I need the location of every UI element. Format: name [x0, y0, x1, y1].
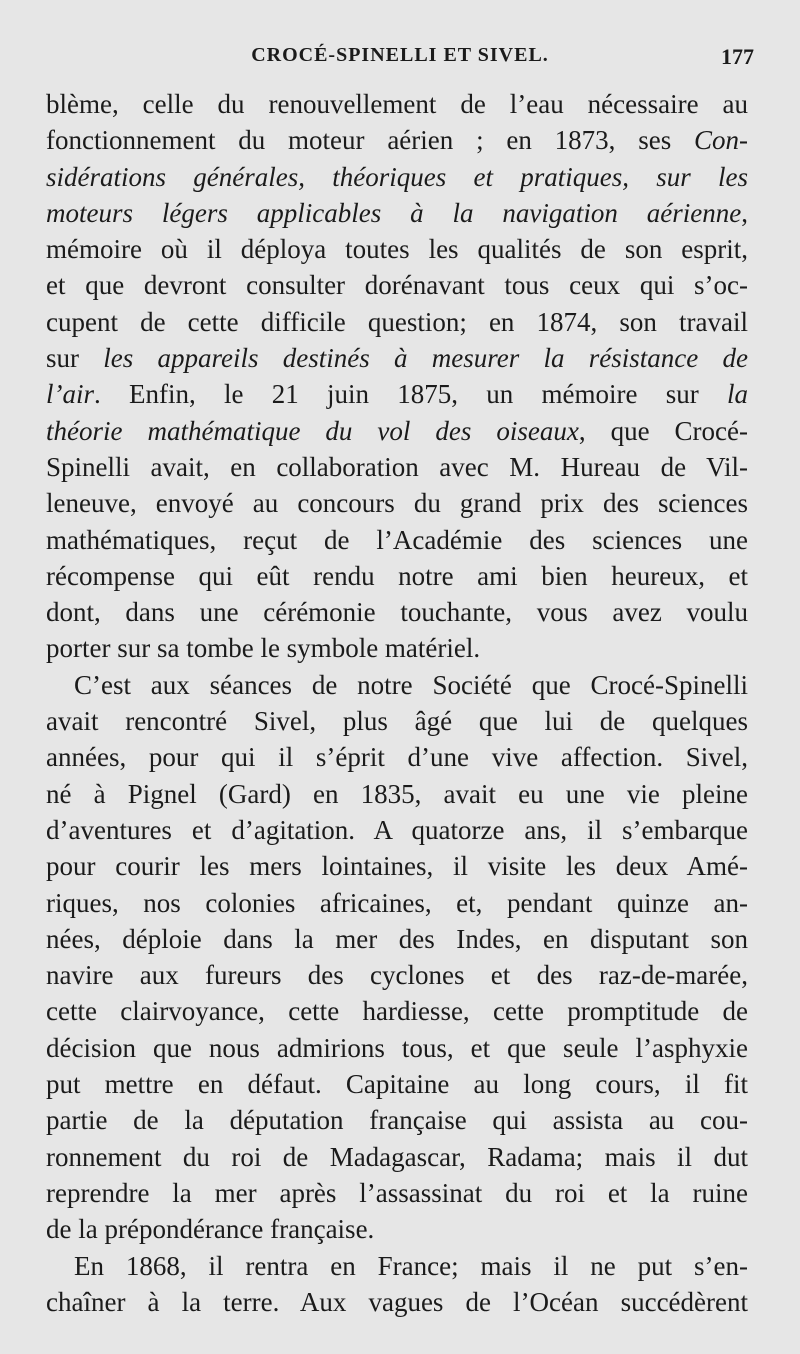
text-segment: mémoire où il déploya toutes les qualités de son esprit,	[46, 234, 748, 265]
text-line	[46, 667, 748, 703]
text-segment: décision que nous admirions tous, et que seule l’asphyxie	[46, 1032, 748, 1063]
text-segment: riques, nos colonies africaines, et, pendant quinze an-	[46, 887, 748, 918]
text-segment: sur	[46, 343, 104, 374]
text-line	[46, 885, 748, 921]
italic-text: moteurs légers applicables à la navigation aérienne	[46, 197, 742, 228]
text-line	[46, 522, 748, 558]
text-line	[46, 1102, 748, 1138]
text-line	[46, 159, 748, 195]
italic-text: théorie mathématique du vol des oiseaux	[46, 415, 579, 446]
text-line	[46, 485, 748, 521]
text-line	[46, 993, 748, 1029]
text-segment: de la prépondérance française.	[46, 1214, 375, 1245]
italic-text: la	[726, 379, 748, 410]
text-line	[46, 739, 748, 775]
text-segment: cette clairvoyance, cette hardiesse, cette promptitude de	[46, 996, 748, 1027]
text-segment: C’est aux séances de notre Société que Crocé-Spinelli	[74, 669, 748, 700]
text-line	[46, 1139, 748, 1175]
text-segment: fonctionnement du moteur aérien ; en 1873, ses	[46, 125, 694, 156]
text-segment: mathématiques, reçut de l’Académie des sciences une	[46, 524, 748, 555]
text-line	[46, 1175, 748, 1211]
text-segment: leneuve, envoyé au concours du grand prix des sciences	[46, 488, 748, 519]
text-segment: né à Pignel (Gard) en 1835, avait eu une vie pleine	[46, 778, 748, 809]
text-line	[46, 1248, 748, 1284]
text-segment: d’aventures et d’agitation. A quatorze ans, il s’embarque	[46, 814, 748, 845]
text-line	[46, 776, 748, 812]
text-line	[46, 376, 748, 412]
text-segment: récompense qui eût rendu notre ami bien heureux, et	[46, 560, 748, 591]
italic-text: Con-	[694, 125, 748, 156]
text-segment: ,	[741, 197, 748, 228]
text-line	[46, 340, 748, 376]
text-segment: avait rencontré Sivel, plus âgé que lui de quelques	[46, 706, 748, 737]
text-line	[46, 195, 748, 231]
text-line	[46, 1211, 748, 1247]
text-line	[46, 594, 748, 630]
text-segment: . Enfin, le 21 juin 1875, un mémoire sur	[94, 379, 727, 410]
text-segment: chaîner à la terre. Aux vagues de l’Océan succédèrent	[46, 1286, 748, 1317]
text-line	[46, 703, 748, 739]
text-line	[46, 848, 748, 884]
text-segment: navire aux fureurs des cyclones et des raz-de-marée,	[46, 960, 748, 991]
text-line	[46, 921, 748, 957]
text-line	[46, 304, 748, 340]
text-segment: années, pour qui il s’éprit d’une vive affection. Sivel,	[46, 742, 748, 773]
text-segment: cupent de cette difficile question; en 1874, son travail	[46, 306, 748, 337]
text-line	[46, 630, 748, 666]
text-segment: et que devront consulter dorénavant tous ceux qui s’oc-	[46, 270, 748, 301]
text-line	[46, 957, 748, 993]
text-segment: nées, déploie dans la mer des Indes, en disputant son	[46, 923, 748, 954]
text-line	[46, 86, 748, 122]
page-header	[46, 44, 754, 74]
running-title: CROCÉ-SPINELLI ET SIVEL.	[251, 44, 549, 66]
text-line	[46, 267, 748, 303]
italic-text: l’air	[46, 379, 95, 410]
text-segment: put mettre en défaut. Capitaine au long cours, il fit	[46, 1069, 748, 1100]
text-segment: ronnement du roi de Madagascar, Radama; mais il dut	[46, 1141, 748, 1172]
text-segment: dont, dans une cérémonie touchante, vous avez voulu	[46, 597, 748, 628]
text-segment: Spinelli avait, en collaboration avec M. Hureau de Vil-	[46, 451, 748, 482]
text-segment: partie de la députation française qui assista au cou-	[46, 1105, 748, 1136]
text-line	[46, 1030, 748, 1066]
text-line	[46, 231, 748, 267]
text-line	[46, 1284, 748, 1320]
text-segment: En 1868, il rentra en France; mais il ne put s’en-	[74, 1250, 748, 1281]
text-line	[46, 1066, 748, 1102]
text-line	[46, 449, 748, 485]
text-line	[46, 812, 748, 848]
page-number: 177	[721, 44, 754, 69]
text-segment: pour courir les mers lointaines, il visite les deux Amé-	[46, 851, 748, 882]
text-line	[46, 413, 748, 449]
italic-text: les appareils destinés à mesurer la résistance de	[103, 343, 748, 374]
text-segment: , que Crocé-	[578, 415, 748, 446]
text-segment: reprendre la mer après l’assassinat du roi et la ruine	[46, 1177, 748, 1208]
text-line	[46, 558, 748, 594]
text-line	[46, 122, 748, 158]
body-text	[46, 86, 748, 1320]
text-segment: porter sur sa tombe le symbole matériel.	[46, 633, 481, 664]
text-segment: blème, celle du renouvellement de l’eau nécessaire au	[46, 89, 748, 119]
italic-text: sidérations générales, théoriques et pratiques, sur les	[46, 161, 748, 192]
